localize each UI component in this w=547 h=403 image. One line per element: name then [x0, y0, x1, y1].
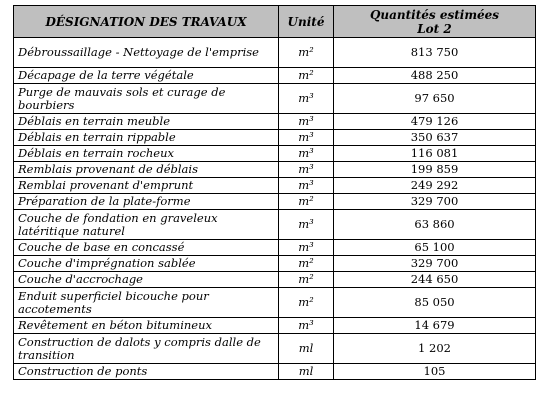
- row-unit: m³: [279, 114, 334, 130]
- row-unit: m²: [279, 272, 334, 288]
- row-quantity: 63 860: [334, 210, 536, 240]
- header-quantity-line2: Lot 2: [417, 21, 452, 36]
- row-quantity: 244 650: [334, 272, 536, 288]
- row-unit: m³: [279, 162, 334, 178]
- row-designation: Décapage de la terre végétale: [14, 68, 279, 84]
- table-row: [14, 364, 536, 380]
- table-row: [14, 84, 536, 114]
- table-header: [14, 6, 536, 38]
- row-quantity: 488 250: [334, 68, 536, 84]
- row-designation: Déblais en terrain rippable: [14, 130, 279, 146]
- works-quantities-table-container: [13, 5, 535, 380]
- row-quantity: 97 650: [334, 84, 536, 114]
- row-designation: Enduit superficiel bicouche pour accotements: [14, 288, 279, 318]
- row-quantity: 85 050: [334, 288, 536, 318]
- row-quantity: 249 292: [334, 178, 536, 194]
- table-row: [14, 38, 536, 68]
- row-designation: Couche d'imprégnation sablée: [14, 256, 279, 272]
- row-quantity: 329 700: [334, 256, 536, 272]
- header-quantity: [334, 6, 536, 38]
- table-row: [14, 318, 536, 334]
- table-row: [14, 162, 536, 178]
- table-row: [14, 288, 536, 318]
- row-unit: m³: [279, 130, 334, 146]
- row-quantity: 65 100: [334, 240, 536, 256]
- row-designation: Purge de mauvais sols et curage de bourbiers: [14, 84, 279, 114]
- row-designation: Couche de base en concassé: [14, 240, 279, 256]
- row-designation: Construction de dalots y compris dalle de transition: [14, 334, 279, 364]
- table-row: [14, 194, 536, 210]
- table-row: [14, 272, 536, 288]
- row-unit: m³: [279, 84, 334, 114]
- table-body: [14, 38, 536, 380]
- works-quantities-table: [13, 5, 536, 380]
- row-quantity: 199 859: [334, 162, 536, 178]
- row-designation: Construction de ponts: [14, 364, 279, 380]
- row-quantity: 350 637: [334, 130, 536, 146]
- table-row: [14, 178, 536, 194]
- row-designation: Couche de fondation en graveleux latéritique naturel: [14, 210, 279, 240]
- row-designation: Débroussaillage - Nettoyage de l'emprise: [14, 38, 279, 68]
- table-row: [14, 114, 536, 130]
- row-unit: ml: [279, 334, 334, 364]
- header-quantity-line1: Quantités estimées: [369, 7, 500, 22]
- row-quantity: 14 679: [334, 318, 536, 334]
- row-quantity: 479 126: [334, 114, 536, 130]
- table-row: [14, 130, 536, 146]
- row-designation: Déblais en terrain rocheux: [14, 146, 279, 162]
- row-unit: m²: [279, 194, 334, 210]
- header-row: [14, 6, 536, 38]
- table-row: [14, 146, 536, 162]
- row-unit: m³: [279, 146, 334, 162]
- row-designation: Remblai provenant d'emprunt: [14, 178, 279, 194]
- row-designation: Remblais provenant de déblais: [14, 162, 279, 178]
- table-row: [14, 210, 536, 240]
- row-quantity: 105: [334, 364, 536, 380]
- row-designation: Couche d'accrochage: [14, 272, 279, 288]
- row-quantity: 813 750: [334, 38, 536, 68]
- row-unit: m²: [279, 288, 334, 318]
- row-unit: m³: [279, 178, 334, 194]
- row-unit: m³: [279, 318, 334, 334]
- row-unit: m²: [279, 68, 334, 84]
- row-quantity: 1 202: [334, 334, 536, 364]
- row-designation: Déblais en terrain meuble: [14, 114, 279, 130]
- table-row: [14, 334, 536, 364]
- row-quantity: 116 081: [334, 146, 536, 162]
- row-unit: m³: [279, 210, 334, 240]
- row-unit: m²: [279, 38, 334, 68]
- table-row: [14, 240, 536, 256]
- row-unit: m³: [279, 240, 334, 256]
- header-designation: DÉSIGNATION DES TRAVAUX: [14, 6, 279, 38]
- table-row: [14, 68, 536, 84]
- row-quantity: 329 700: [334, 194, 536, 210]
- row-unit: m²: [279, 256, 334, 272]
- table-row: [14, 256, 536, 272]
- row-designation: Revêtement en béton bitumineux: [14, 318, 279, 334]
- header-unit: Unité: [279, 6, 334, 38]
- row-unit: ml: [279, 364, 334, 380]
- row-designation: Préparation de la plate-forme: [14, 194, 279, 210]
